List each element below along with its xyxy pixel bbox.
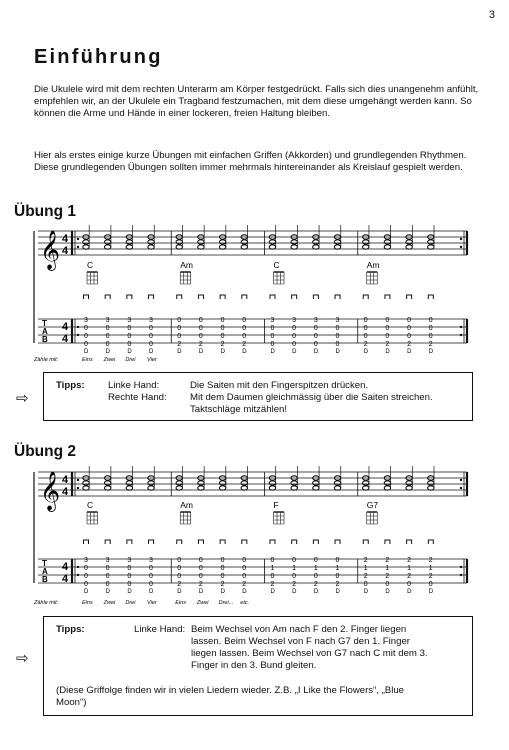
note-head	[241, 486, 247, 490]
intro-paragraph-1: Die Ukulele wird mit dem rechten Unterarm am Körper festgedrückt. Falls sich dies unangenehm anfühlt, empfehlen wir, an der Ukulele ein Tragband festzumachen, mit dem diese umgehängt werden kann. So können die Arme und Hände in einer lockeren, freien Haltung bleiben.	[34, 84, 479, 119]
tab-fret-number: 0	[220, 557, 225, 564]
tab-fret-number: 0	[335, 333, 340, 340]
exercise-2-title: Übung 2	[14, 443, 76, 460]
note-head	[313, 481, 319, 485]
tab-fret-number: 0	[313, 325, 318, 332]
tips-text-line: lassen. Beim Wechsel von F nach G7 den 1. Finger	[191, 636, 410, 647]
note-head	[219, 481, 225, 485]
note-head	[384, 481, 390, 485]
tab-fret-number: 0	[149, 325, 153, 332]
thumb-letter: D	[428, 589, 434, 595]
tab-fret-number: 1	[428, 565, 433, 572]
repeat-dot	[77, 487, 79, 489]
tab-fret-number: 0	[292, 341, 297, 348]
tab-fret-number: 0	[198, 317, 203, 324]
tab-fret-number: 0	[363, 581, 368, 588]
tab-fret-number: 0	[242, 557, 247, 564]
tab-fret-number: 0	[127, 341, 132, 348]
tab-fret-number: 0	[177, 333, 182, 340]
time-signature-top: 4	[62, 321, 69, 333]
downstroke-icon	[149, 540, 154, 544]
time-signature-top: 4	[62, 474, 69, 486]
tab-fret-number: 0	[220, 573, 225, 580]
tab-fret-number: 3	[84, 317, 88, 324]
tab-fret-number: 0	[198, 333, 203, 340]
page-title: Einführung	[34, 46, 163, 68]
thumb-letter: D	[198, 589, 204, 595]
note-head	[83, 481, 89, 485]
tab-fret-number: 2	[385, 557, 390, 564]
tab-fret-number: 3	[127, 317, 132, 324]
tab-fret-number: 0	[292, 325, 297, 332]
thumb-letter: D	[105, 349, 111, 355]
page-number: 3	[488, 9, 495, 21]
tab-fret-number: 0	[105, 573, 110, 580]
tab-fret-number: 0	[335, 341, 340, 348]
tips-hand-left: Linke Hand:	[108, 380, 160, 391]
thumb-letter: D	[407, 349, 412, 355]
tab-fret-number: 0	[105, 333, 110, 340]
treble-clef-icon: 𝄞	[40, 472, 61, 510]
tips-text-line: liegen lassen. Beim Wechsel von G7 nach C mit dem 3.	[191, 648, 428, 659]
tab-fret-number: 0	[292, 557, 297, 564]
tab-fret-number: 2	[407, 557, 412, 564]
note-head	[269, 481, 275, 485]
tab-fret-number: 1	[270, 565, 275, 572]
tab-fret-number: 0	[335, 325, 340, 332]
thumb-letter: D	[428, 349, 434, 355]
repeat-dot	[77, 574, 79, 576]
thumb-letter: D	[177, 349, 182, 355]
thumb-letter: D	[84, 349, 89, 355]
treble-clef-icon: 𝄞	[40, 231, 61, 269]
tab-fret-number: 2	[335, 581, 340, 588]
tab-fret-number: 0	[335, 557, 340, 564]
tab-fret-number: 0	[220, 333, 225, 340]
tab-fret-number: 0	[270, 341, 275, 348]
time-signature-bottom: 4	[62, 486, 69, 498]
note-head	[406, 481, 412, 485]
tab-label-letter: T	[42, 559, 47, 568]
tab-fret-number: 2	[242, 341, 247, 348]
tab-fret-number: 0	[198, 565, 203, 572]
note-head	[313, 486, 319, 490]
tab-fret-number: 1	[407, 565, 412, 572]
tab-fret-number: 3	[313, 317, 318, 324]
note-head	[363, 481, 369, 485]
thumb-letter: D	[127, 589, 132, 595]
tab-fret-number: 1	[385, 565, 390, 572]
downstroke-icon	[428, 540, 433, 544]
tab-fret-number: 0	[242, 565, 247, 572]
tab-fret-number: 0	[177, 565, 182, 572]
time-signature-bottom: 4	[62, 573, 69, 585]
tab-fret-number: 0	[385, 333, 390, 340]
count-word: Zwei	[103, 357, 116, 363]
tab-fret-number: 3	[335, 317, 340, 324]
note-head	[219, 486, 225, 490]
tab-fret-number: 2	[220, 581, 225, 588]
thumb-letter: D	[242, 349, 247, 355]
tab-fret-number: 2	[242, 581, 247, 588]
thumb-letter: D	[313, 349, 319, 355]
thumb-letter: D	[407, 589, 412, 595]
tab-fret-number: 0	[428, 333, 433, 340]
count-label: Zähle mit:	[34, 600, 59, 606]
tab-fret-number: 0	[313, 557, 318, 564]
note-head	[428, 486, 434, 490]
tab-fret-number: 0	[385, 581, 390, 588]
arrow-right-icon: ⇨	[16, 650, 29, 667]
tab-fret-number: 2	[220, 341, 225, 348]
tab-fret-number: 2	[363, 573, 368, 580]
tips-text-right: Mit dem Daumen gleichmässig über die Saiten streichen.	[190, 392, 433, 403]
tab-fret-number: 0	[105, 581, 110, 588]
thumb-letter: D	[385, 589, 390, 595]
tab-fret-number: 0	[127, 573, 132, 580]
tab-fret-number: 2	[198, 581, 203, 588]
note-head	[363, 486, 369, 490]
tab-fret-number: 0	[270, 325, 275, 332]
note-head	[406, 486, 412, 490]
count-word: Eins	[82, 357, 93, 363]
note-head	[198, 481, 204, 485]
tab-fret-number: 3	[105, 317, 110, 324]
tab-fret-number: 0	[363, 325, 368, 332]
note-head	[334, 481, 340, 485]
note-head	[176, 481, 182, 485]
tab-fret-number: 0	[220, 317, 225, 324]
tab-fret-number: 0	[84, 573, 88, 580]
count-word: Drei	[125, 357, 136, 363]
thumb-letter: D	[292, 589, 297, 595]
thumb-letter: D	[149, 349, 154, 355]
tab-fret-number: 0	[428, 325, 433, 332]
note-head	[83, 486, 89, 490]
tab-fret-number: 0	[198, 557, 203, 564]
thumb-letter: D	[149, 589, 154, 595]
tab-label-letter: T	[42, 319, 47, 328]
tips-label: Tipps:	[56, 380, 85, 391]
downstroke-icon	[177, 540, 182, 544]
tab-fret-number: 0	[242, 317, 247, 324]
tab-fret-number: 3	[292, 317, 297, 324]
downstroke-icon	[242, 540, 247, 544]
thumb-letter: D	[270, 349, 275, 355]
count-word: Zwei	[103, 600, 116, 606]
exercise-1-title: Übung 1	[14, 203, 76, 220]
downstroke-icon	[407, 540, 412, 544]
chord-name: G7	[366, 500, 379, 510]
tab-fret-number: 0	[127, 565, 132, 572]
tab-fret-number: 0	[127, 333, 132, 340]
tab-fret-number: 2	[363, 557, 368, 564]
note-head	[126, 481, 132, 485]
note-head	[148, 486, 154, 490]
tab-fret-number: 0	[177, 557, 182, 564]
tab-fret-number: 3	[127, 557, 132, 564]
tab-fret-number: 2	[270, 581, 275, 588]
tab-fret-number: 0	[149, 581, 153, 588]
downstroke-icon	[313, 540, 318, 544]
tips-text-count: Taktschläge mitzählen!	[190, 404, 288, 415]
thumb-letter: D	[313, 589, 319, 595]
tab-fret-number: 0	[313, 573, 318, 580]
tab-fret-number: 2	[177, 341, 182, 348]
tab-fret-number: 0	[335, 573, 340, 580]
thumb-letter: D	[220, 589, 225, 595]
tab-fret-number: 0	[385, 317, 390, 324]
tab-fret-number: 0	[149, 573, 153, 580]
time-signature-top: 4	[62, 561, 69, 573]
thumb-letter: D	[198, 349, 204, 355]
time-signature-bottom: 4	[62, 245, 69, 257]
repeat-dot	[460, 574, 462, 576]
note-head	[428, 481, 434, 485]
downstroke-icon	[335, 540, 340, 544]
thumb-letter: D	[363, 589, 369, 595]
tab-fret-number: 3	[270, 317, 275, 324]
time-signature-top: 4	[62, 233, 69, 245]
downstroke-icon	[127, 540, 132, 544]
tab-fret-number: 0	[177, 573, 182, 580]
tab-fret-number: 0	[407, 581, 412, 588]
count-word: Drei...	[218, 600, 234, 606]
tab-fret-number: 0	[177, 325, 182, 332]
tab-fret-number: 0	[407, 333, 412, 340]
tab-fret-number: 0	[220, 325, 225, 332]
tab-fret-number: 2	[428, 573, 433, 580]
tab-fret-number: 0	[242, 573, 247, 580]
intro-paragraph-2: Hier als erstes einige kurze Übungen mit einfachen Griffen (Akkorden) und grundlegenden Rhythmen. Diese grundlegenden Übungen sollten immer mehrmals hintereinander als Kreislauf gespielt werden.	[34, 150, 467, 173]
count-word: Drei	[125, 600, 136, 606]
chord-name: Am	[180, 500, 193, 510]
tab-fret-number: 0	[105, 565, 110, 572]
note-head	[241, 481, 247, 485]
time-signature-bottom: 4	[62, 333, 69, 345]
downstroke-icon	[270, 540, 275, 544]
tab-fret-number: 0	[428, 581, 433, 588]
tab-fret-number: 0	[198, 325, 203, 332]
tab-fret-number: 2	[428, 341, 433, 348]
count-word: Eins	[82, 600, 93, 606]
tab-fret-number: 0	[363, 333, 368, 340]
tab-fret-number: 0	[149, 333, 153, 340]
tips-text-line: Finger in den 3. Bund gleiten.	[191, 660, 317, 671]
note-head	[291, 481, 297, 485]
count-word: Eins	[175, 600, 186, 606]
tab-fret-number: 3	[84, 557, 88, 564]
tab-fret-number: 2	[407, 573, 412, 580]
tab-label-letter: B	[42, 335, 48, 344]
note-head	[269, 486, 275, 490]
tab-fret-number: 2	[292, 581, 297, 588]
thumb-letter: D	[292, 349, 297, 355]
downstroke-icon	[363, 540, 368, 544]
thumb-letter: D	[335, 349, 340, 355]
note-head	[176, 486, 182, 490]
tab-label-letter: A	[42, 567, 48, 576]
thumb-letter: D	[177, 589, 182, 595]
note-head	[104, 481, 110, 485]
repeat-dot	[77, 479, 79, 481]
tab-fret-number: 0	[270, 573, 275, 580]
thumb-letter: D	[127, 349, 132, 355]
tab-fret-number: 3	[105, 557, 110, 564]
tab-fret-number: 2	[385, 573, 390, 580]
chord-name: Am	[180, 260, 193, 270]
count-word: Zwei	[196, 600, 209, 606]
note-head	[291, 486, 297, 490]
tab-fret-number: 0	[242, 325, 247, 332]
chord-name: C	[87, 500, 94, 510]
tips-hand-right: Rechte Hand:	[108, 392, 167, 403]
note-head	[334, 486, 340, 490]
chord-name: Am	[366, 260, 380, 270]
count-label: Zähle mit:	[34, 357, 59, 363]
thumb-letter: D	[335, 589, 340, 595]
tab-fret-number: 0	[127, 325, 132, 332]
note-head	[198, 486, 204, 490]
repeat-dot	[460, 487, 462, 489]
tab-fret-number: 2	[407, 341, 412, 348]
tab-fret-number: 0	[270, 333, 275, 340]
downstroke-icon	[385, 540, 390, 544]
downstroke-icon	[105, 540, 110, 544]
tab-fret-number: 2	[428, 557, 433, 564]
arrow-right-icon: ⇨	[16, 390, 29, 407]
tips-note-line: Moon“)	[56, 697, 87, 708]
tab-fret-number: 0	[149, 341, 153, 348]
thumb-letter: D	[84, 589, 89, 595]
thumb-letter: D	[220, 349, 225, 355]
downstroke-icon	[198, 540, 203, 544]
thumb-letter: D	[242, 589, 247, 595]
note-head	[104, 486, 110, 490]
tab-fret-number: 0	[105, 325, 110, 332]
repeat-dot	[460, 566, 462, 568]
thumb-letter: D	[385, 349, 390, 355]
tab-fret-number: 0	[177, 317, 182, 324]
note-head	[148, 481, 154, 485]
downstroke-icon	[220, 540, 225, 544]
tab-fret-number: 0	[127, 581, 132, 588]
tab-fret-number: 2	[313, 581, 318, 588]
thumb-letter: D	[270, 589, 275, 595]
tab-fret-number: 0	[292, 333, 297, 340]
tab-fret-number: 0	[105, 341, 110, 348]
tab-fret-number: 2	[385, 341, 390, 348]
note-head	[126, 486, 132, 490]
tab-fret-number: 0	[292, 573, 297, 580]
tab-fret-number: 1	[363, 565, 368, 572]
tips-text-line: Beim Wechsel von Am nach F den 2. Finger liegen	[191, 624, 407, 635]
tab-fret-number: 0	[385, 325, 390, 332]
chord-name: F	[273, 500, 279, 510]
tab-fret-number: 0	[270, 557, 275, 564]
thumb-letter: D	[105, 589, 111, 595]
tab-fret-number: 0	[363, 317, 368, 324]
tab-fret-number: 0	[428, 317, 433, 324]
exercise-2-tips-box	[43, 616, 473, 716]
tab-fret-number: 0	[242, 333, 247, 340]
tab-fret-number: 0	[84, 341, 88, 348]
note-head	[384, 486, 390, 490]
tab-fret-number: 0	[313, 333, 318, 340]
count-word: etc.	[240, 600, 250, 606]
tab-fret-number: 0	[407, 317, 412, 324]
tab-fret-number: 1	[292, 565, 297, 572]
tab-fret-number: 2	[198, 341, 203, 348]
repeat-dot	[77, 566, 79, 568]
tab-fret-number: 0	[84, 581, 88, 588]
tab-fret-number: 3	[149, 317, 153, 324]
tips-note-line: (Diese Griffolge finden wir in vielen Liedern wieder. Z.B. „I Like the Flowers“, „Blue	[56, 685, 405, 696]
count-word: Vier	[147, 357, 157, 363]
tab-fret-number: 2	[177, 581, 182, 588]
tab-fret-number: 0	[220, 565, 225, 572]
tab-fret-number: 0	[84, 333, 88, 340]
tab-fret-number: 0	[198, 573, 203, 580]
repeat-dot	[460, 479, 462, 481]
chord-name: C	[87, 260, 94, 270]
count-word: Vier	[147, 600, 157, 606]
tab-fret-number: 0	[149, 565, 153, 572]
tab-fret-number: 1	[313, 565, 318, 572]
tab-label-letter: A	[42, 327, 48, 336]
tips-hand-left: Linke Hand:	[134, 624, 186, 635]
tab-fret-number: 3	[149, 557, 153, 564]
thumb-letter: D	[363, 349, 369, 355]
tips-text-left: Die Saiten mit den Fingerspitzen drücken.	[190, 380, 369, 391]
tips-label: Tipps:	[56, 624, 85, 635]
tab-fret-number: 2	[363, 341, 368, 348]
tab-fret-number: 0	[84, 565, 88, 572]
tab-label-letter: B	[42, 575, 48, 584]
chord-name: C	[273, 260, 280, 270]
tab-fret-number: 0	[84, 325, 88, 332]
tab-fret-number: 0	[313, 341, 318, 348]
downstroke-icon	[292, 540, 297, 544]
tab-fret-number: 0	[407, 325, 412, 332]
tab-fret-number: 1	[335, 565, 340, 572]
downstroke-icon	[84, 540, 89, 544]
